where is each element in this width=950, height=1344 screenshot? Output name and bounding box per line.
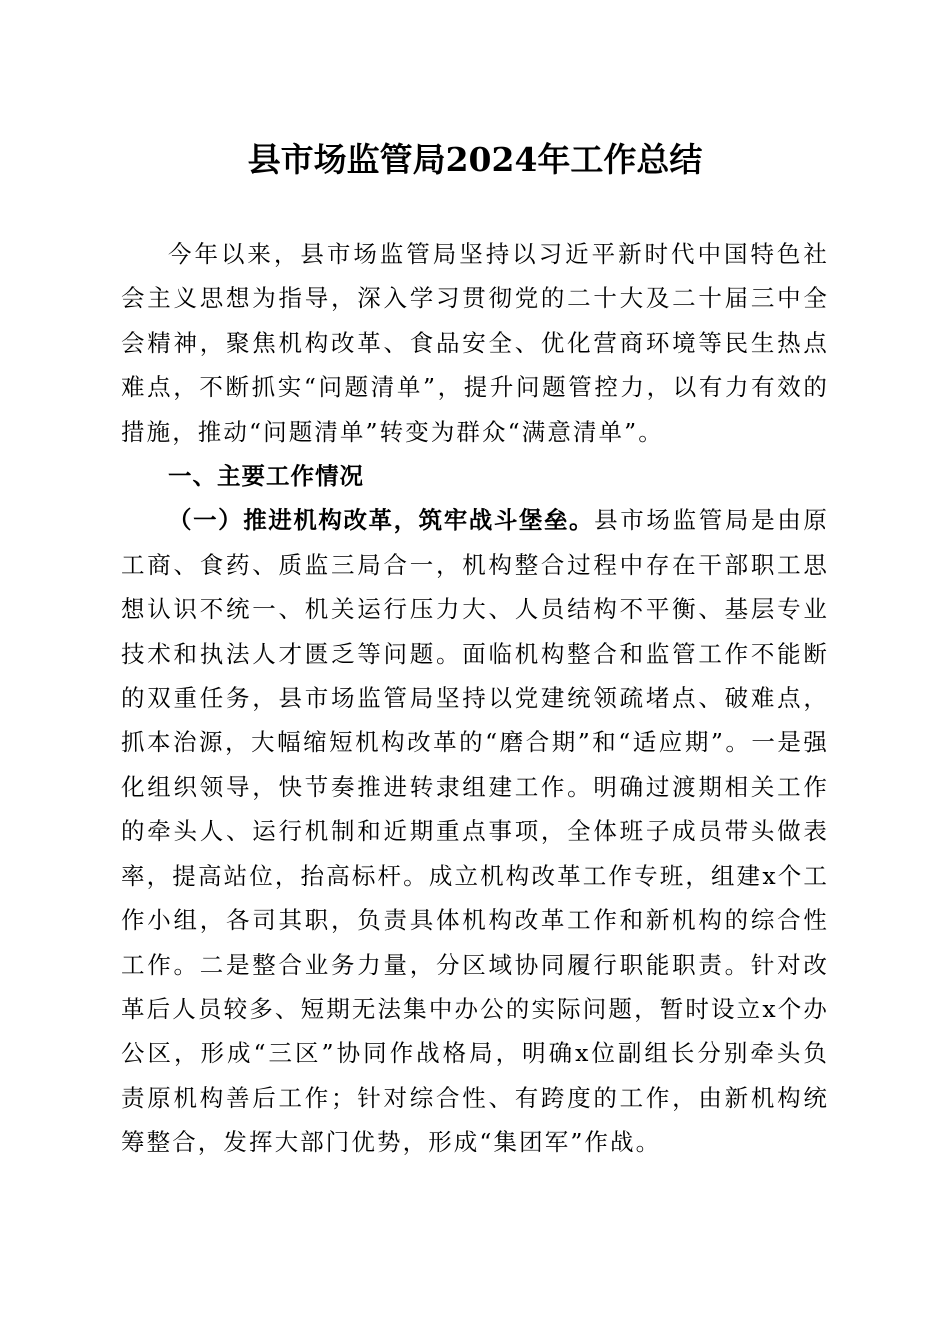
document-title: 县市场监管局2024年工作总结: [247, 140, 703, 179]
intro-paragraph: 今年以来，县市场监管局坚持以习近平新时代中国特色社会主义思想为指导，深入学习贯彻党的二十大及二十届三中全会精神，聚焦机构改革、食品安全、优化营商环境等民生热点难点，不断抓实“问题清单”，提升问题管控力，以有力有效的措施，推动“问题清单”转变为群众“满意清单”。: [121, 240, 829, 446]
document-body: [121, 232, 829, 1165]
subsection-heading: （一）推进机构改革，筑牢战斗堡垒。: [168, 506, 595, 535]
subsection-paragraph: [121, 498, 829, 1164]
section-heading: 一、主要工作情况: [168, 462, 364, 491]
subsection-text: 县市场监管局是由原工商、食药、质监三局合一，机构整合过程中存在干部职工思想认识不统一、机关运行压力大、人员结构不平衡、基层专业技术和执法人才匮乏等问题。面临机构整合和监管工作不能断的双重任务，县市场监管局坚持以党建统领疏堵点、破难点，抓本治源，大幅缩短机构改革的“磨合期”和“适应期”。一是强化组织领导，快节奏推进转隶组建工作。明确过渡期相关工作的牵头人、运行机制和近期重点事项，全体班子成员带头做表率，提高站位，抬高标杆。成立机构改革工作专班，组建x个工作小组，各司其职，负责具体机构改革工作和新机构的综合性工作。二是整合业务力量，分区域协同履行职能职责。针对改革后人员较多、短期无法集中办公的实际问题，暂时设立x个办公区，形成“三区”协同作战格局，明确x位副组长分别牵头负责原机构善后工作；针对综合性、有跨度的工作，由新机构统筹整合，发挥大部门优势，形成“集团军”作战。: [121, 506, 830, 1157]
